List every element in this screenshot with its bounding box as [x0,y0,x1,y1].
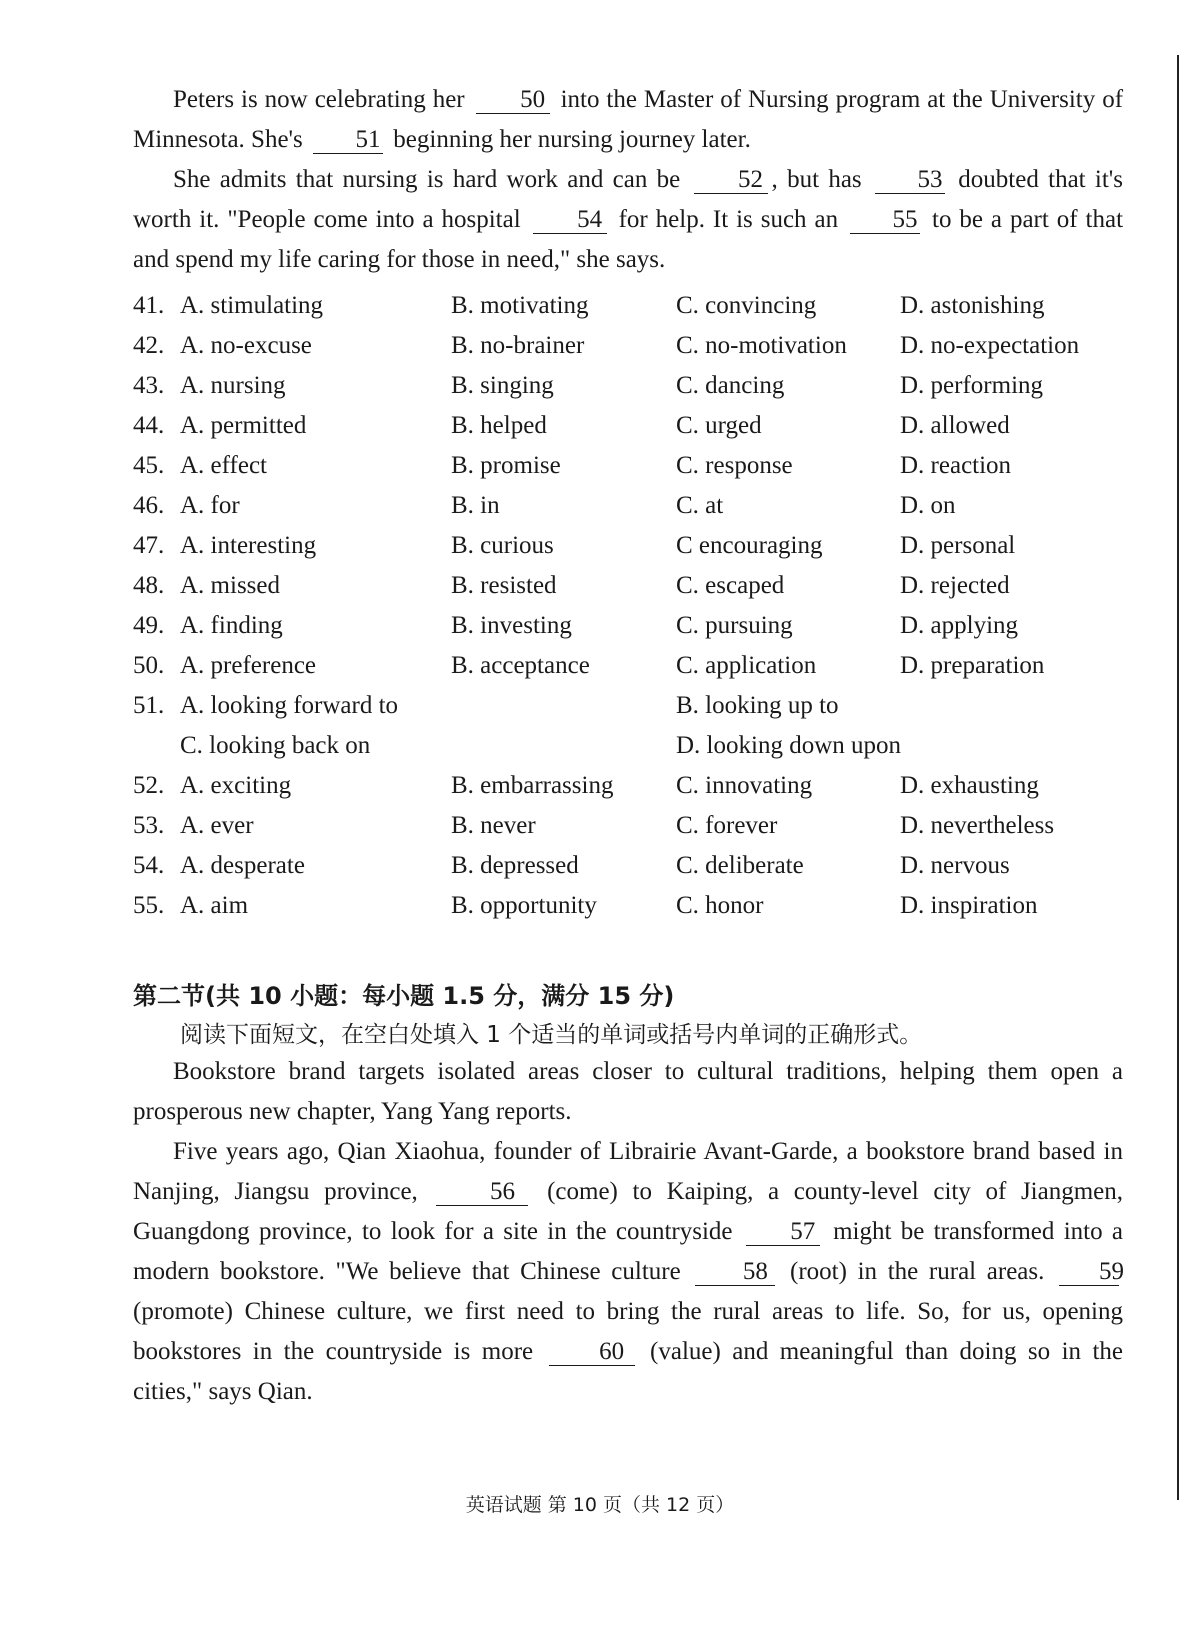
cloze-passage-end [133,80,1123,280]
question-row [133,366,1133,406]
option-a: A. no-excuse [180,332,312,359]
question-row [133,406,1133,446]
blank-56: 56 [436,1179,528,1206]
option-a: A. stimulating [180,292,324,319]
section-heading: 第二节(共 10 小题：每小题 1.5 分，满分 15 分) [133,982,675,1010]
option-d: D. nervous [900,852,1010,879]
option-b: B. embarrassing [451,772,614,799]
blank-55: 55 [850,207,920,234]
question-number: 41. [133,292,165,319]
text: (come) to Kaiping, a county-level city of Jiangmen, Guangdong province, to look for a site in the countryside [133,1178,1124,1245]
option-b: B. resisted [451,572,557,599]
option-a: A. for [180,492,240,519]
option-c: C. convincing [676,292,817,319]
question-row [133,326,1133,366]
option-a: A. nursing [180,372,286,399]
option-b: B. promise [451,452,561,479]
option-d: D. on [900,492,956,519]
option-c: C. forever [676,812,778,839]
blank-53: 53 [875,167,945,194]
question-row-continued [133,726,1133,766]
blank-52: 52 [694,167,768,194]
text: (promote) Chinese culture, we first need to bring the rural areas to life. So, for us, opening bookstores in the countryside is more [133,1298,1123,1365]
option-b: B. no-brainer [451,332,585,359]
question-number: 45. [133,452,165,479]
option-d: D. astonishing [900,292,1045,319]
text: (root) in the rural areas. [790,1258,1045,1285]
page-footer: 英语试题 第 10 页（共 12 页） [465,1494,735,1516]
paragraph [133,1132,1123,1412]
option-d: D. nevertheless [900,812,1055,839]
question-row [133,486,1133,526]
option-d: D. applying [900,612,1019,639]
text: Peters is now celebrating her [173,86,465,113]
question-row [133,606,1133,646]
question-number: 48. [133,572,165,599]
question-row [133,446,1133,486]
text: into the Master of Nursing program at the University of Minnesota. She's [133,86,1124,153]
option-a: A. ever [180,812,254,839]
grammar-fill-passage [133,1052,1123,1412]
option-b: B. in [451,492,500,519]
question-number: 43. [133,372,165,399]
text: to be a part of that and spend my life caring for those in need," she says. [133,206,1124,273]
option-c: C. dancing [676,372,785,399]
margin-line [1177,55,1179,1500]
question-number: 50. [133,652,165,679]
option-d: D. personal [900,532,1016,559]
option-d: D. looking down upon [676,732,901,759]
text: Five years ago, Qian Xiaohua, founder of Librairie Avant-Garde, a bookstore brand based in Nanjing, Jiangsu province, [133,1138,1123,1205]
option-c: C. at [676,492,724,519]
text: beginning her nursing journey later. [393,126,751,153]
option-c: C encouraging [676,532,823,559]
option-a: A. interesting [180,532,317,559]
blank-51: 51 [313,127,383,154]
blank-60: 60 [549,1339,635,1366]
blank-59: 59 [1059,1259,1119,1286]
option-b: B. helped [451,412,547,439]
option-c: C. application [676,652,817,679]
question-row [133,526,1133,566]
option-a: A. looking forward to [180,692,399,719]
option-a: A. exciting [180,772,292,799]
option-b: B. curious [451,532,554,559]
option-b: B. motivating [451,292,589,319]
paragraph [133,80,1123,160]
option-a: A. permitted [180,412,307,439]
option-b: B. depressed [451,852,579,879]
option-a: A. preference [180,652,317,679]
option-d: D. reaction [900,452,1012,479]
option-b: B. singing [451,372,554,399]
option-a: A. effect [180,452,267,479]
question-row [133,886,1133,926]
question-number: 42. [133,332,165,359]
option-d: D. preparation [900,652,1045,679]
intro-paragraph: Bookstore brand targets isolated areas closer to cultural traditions, helping them open a prosperous new chapter, Yang Yang reports. [133,1058,1123,1125]
question-row [133,766,1133,806]
blank-50: 50 [476,87,550,114]
question-number: 44. [133,412,165,439]
text: She admits that nursing is hard work and can be [173,166,681,193]
option-d: D. inspiration [900,892,1038,919]
option-d: D. performing [900,372,1044,399]
section-instruction: 阅读下面短文，在空白处填入 1 个适当的单词或括号内单词的正确形式。 [180,1022,923,1048]
option-c: C. response [676,452,793,479]
option-c: C. innovating [676,772,813,799]
option-c: C. deliberate [676,852,804,879]
question-number: 51. [133,692,165,719]
question-number: 54. [133,852,165,879]
question-row [133,286,1133,326]
option-b: B. never [451,812,536,839]
question-number: 53. [133,812,165,839]
text: might be transformed into a modern bookstore. "We believe that Chinese culture [133,1218,1123,1285]
blank-57: 57 [746,1219,820,1246]
paragraph [133,160,1123,280]
text: , but has [771,166,862,193]
option-c: C. no-motivation [676,332,847,359]
question-row [133,566,1133,606]
option-c: C. looking back on [180,732,371,759]
option-d: D. allowed [900,412,1010,439]
question-row [133,846,1133,886]
option-c: C. urged [676,412,762,439]
question-number: 47. [133,532,165,559]
answer-options [133,286,1133,926]
blank-54: 54 [533,207,607,234]
question-number: 49. [133,612,165,639]
question-number: 52. [133,772,165,799]
question-row [133,686,1133,726]
question-row [133,806,1133,846]
question-row [133,646,1133,686]
question-number: 46. [133,492,165,519]
option-b: B. looking up to [676,692,839,719]
option-a: A. missed [180,572,280,599]
option-a: A. desperate [180,852,305,879]
option-b: B. investing [451,612,572,639]
text: for help. It is such an [618,206,839,233]
text: doubted that it's worth it. "People come into a hospital [133,166,1124,233]
option-c: C. escaped [676,572,785,599]
option-c: C. pursuing [676,612,793,639]
option-c: C. honor [676,892,764,919]
question-number: 55. [133,892,165,919]
option-d: D. no-expectation [900,332,1080,359]
option-b: B. opportunity [451,892,597,919]
option-d: D. exhausting [900,772,1039,799]
option-a: A. aim [180,892,249,919]
option-a: A. finding [180,612,283,639]
text: (value) and meaningful than doing so in the cities," says Qian. [133,1338,1123,1405]
option-b: B. acceptance [451,652,590,679]
option-d: D. rejected [900,572,1010,599]
blank-58: 58 [695,1259,775,1286]
